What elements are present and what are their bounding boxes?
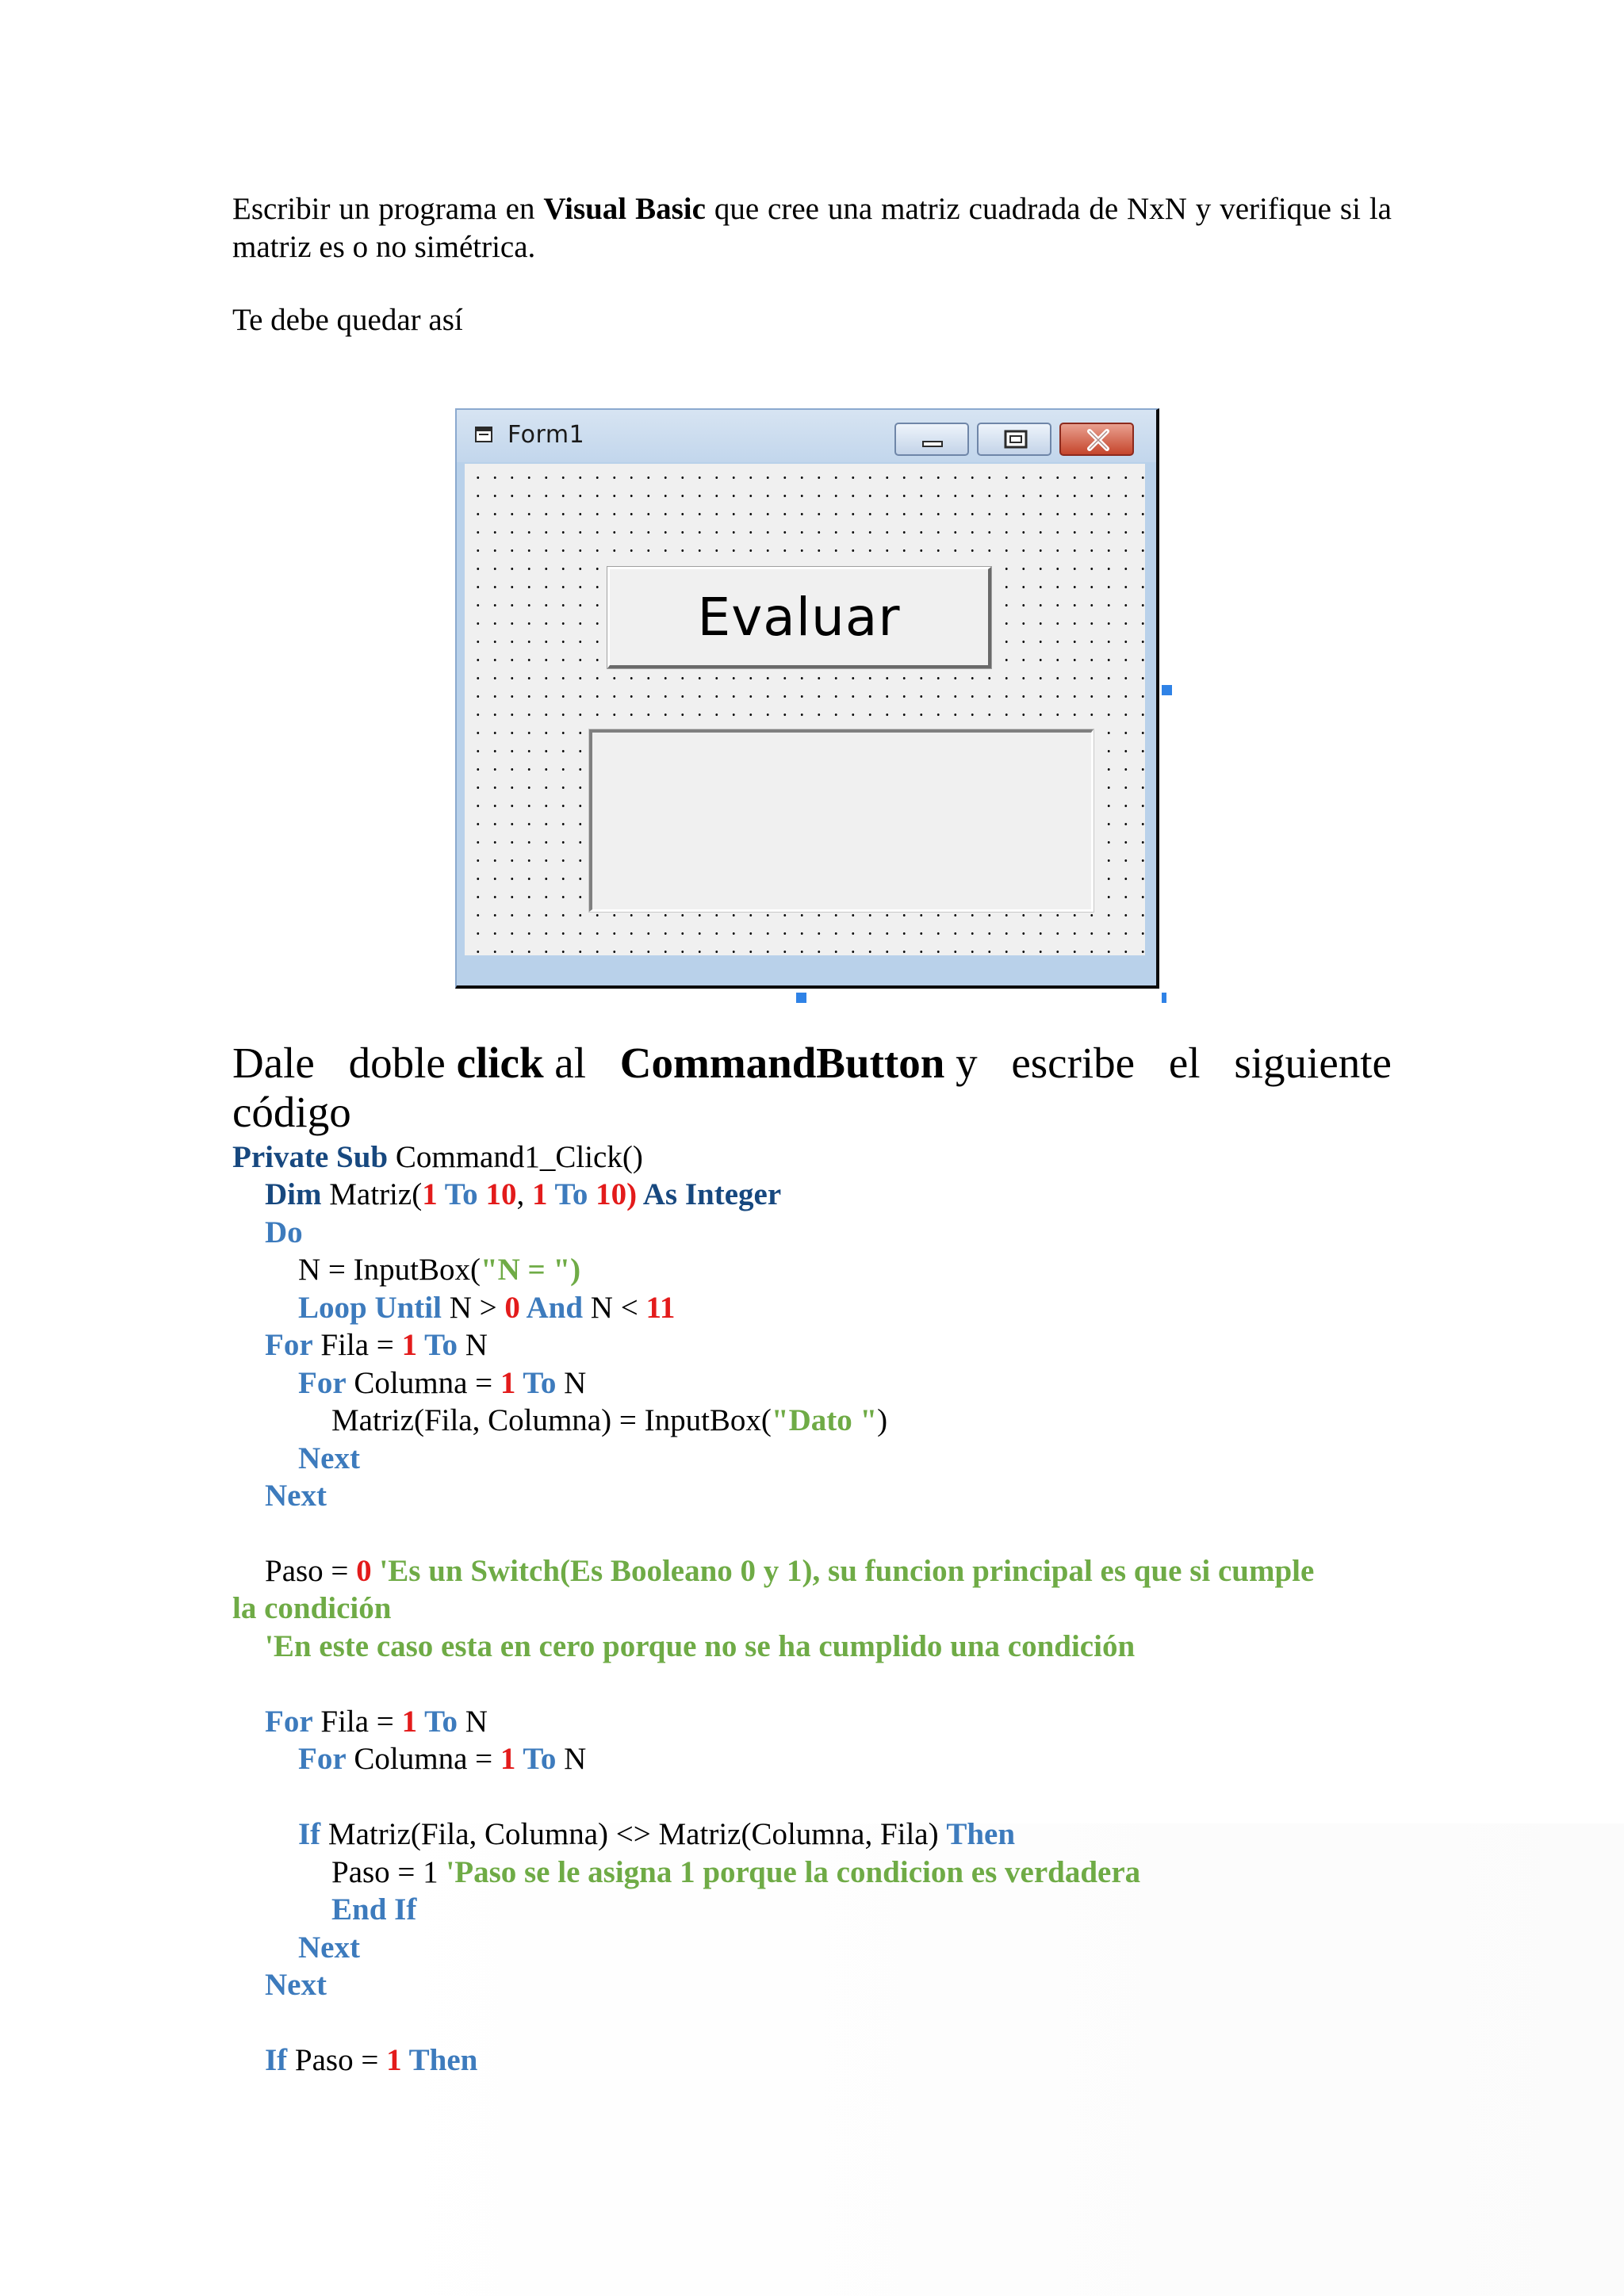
form-title: Form1 bbox=[508, 421, 585, 449]
code-line: End If bbox=[331, 1892, 417, 1927]
code-line: Next bbox=[265, 1968, 327, 2002]
heading-word: el bbox=[1168, 1039, 1201, 1087]
maximize-button[interactable] bbox=[977, 423, 1051, 456]
code-line: la condición bbox=[232, 1591, 392, 1625]
code-line: For Fila = 1 To N bbox=[265, 1705, 488, 1739]
resize-handle-right[interactable] bbox=[1162, 685, 1172, 695]
code-line: If Matriz(Fila, Columna) <> Matriz(Columna, Fila) Then bbox=[298, 1817, 1016, 1851]
code-line: For Columna = 1 To N bbox=[298, 1742, 587, 1776]
form-icon bbox=[474, 424, 495, 445]
code-line: Do bbox=[265, 1215, 303, 1249]
vb-form-window bbox=[455, 408, 1159, 989]
heading-word: Dale bbox=[232, 1039, 315, 1087]
heading-word: doble click al bbox=[348, 1039, 586, 1087]
instruction-heading bbox=[232, 1039, 1392, 1137]
intro-paragraph bbox=[232, 190, 1392, 266]
code-line: Private Sub Command1_Click() bbox=[232, 1140, 643, 1174]
code-line: Paso = 0 'Es un Switch(Es Booleano 0 y 1), su funcion principal es que si cumple bbox=[265, 1554, 1315, 1588]
minimize-button[interactable] bbox=[894, 423, 969, 456]
code-line: For Columna = 1 To N bbox=[298, 1366, 587, 1400]
intro-text-bold: Visual Basic bbox=[543, 192, 706, 226]
evaluar-button[interactable]: Evaluar bbox=[607, 567, 991, 668]
intro-text-after: que cree una matriz cuadrada de NxN y verifique si la matriz es o no simétrica. bbox=[232, 192, 1392, 264]
code-line: N = InputBox("N = ") bbox=[298, 1253, 581, 1287]
heading-word: CommandButton y bbox=[619, 1039, 978, 1087]
resize-handle-bottom[interactable] bbox=[796, 993, 806, 1003]
code-line: Loop Until N > 0 And N < 11 bbox=[298, 1291, 676, 1325]
textbox-output[interactable] bbox=[589, 729, 1094, 912]
minimize-icon bbox=[896, 424, 971, 457]
code-line: Next bbox=[298, 1441, 360, 1475]
code-line: Dim Matriz(1 To 10, 1 To 10) As Integer bbox=[265, 1177, 782, 1211]
heading-word: escribe bbox=[1011, 1039, 1136, 1087]
subtitle: Te debe quedar así bbox=[232, 303, 463, 337]
code-line: 'En este caso esta en cero porque no se ha cumplido una condición bbox=[265, 1629, 1136, 1663]
code-line: If Paso = 1 Then bbox=[265, 2043, 478, 2077]
code-line: Next bbox=[265, 1479, 327, 1513]
code-line: Next bbox=[298, 1931, 360, 1965]
page-shading bbox=[341, 1823, 1624, 2296]
resize-handle-corner[interactable] bbox=[1162, 993, 1166, 1003]
code-line: For Fila = 1 To N bbox=[265, 1328, 488, 1362]
form-design-grid bbox=[465, 464, 1145, 955]
close-button[interactable] bbox=[1059, 423, 1134, 456]
close-icon bbox=[1061, 424, 1136, 457]
form-titlebar bbox=[457, 410, 1156, 462]
code-line: Matriz(Fila, Columna) = InputBox("Dato ") bbox=[331, 1403, 888, 1437]
maximize-icon bbox=[979, 424, 1053, 457]
code-line: Paso = 1 'Paso se le asigna 1 porque la condicion es verdadera bbox=[331, 1855, 1141, 1889]
heading-line-2: código bbox=[232, 1088, 351, 1136]
intro-text-before: Escribir un programa en bbox=[232, 192, 544, 226]
heading-word: siguiente bbox=[1234, 1039, 1392, 1087]
